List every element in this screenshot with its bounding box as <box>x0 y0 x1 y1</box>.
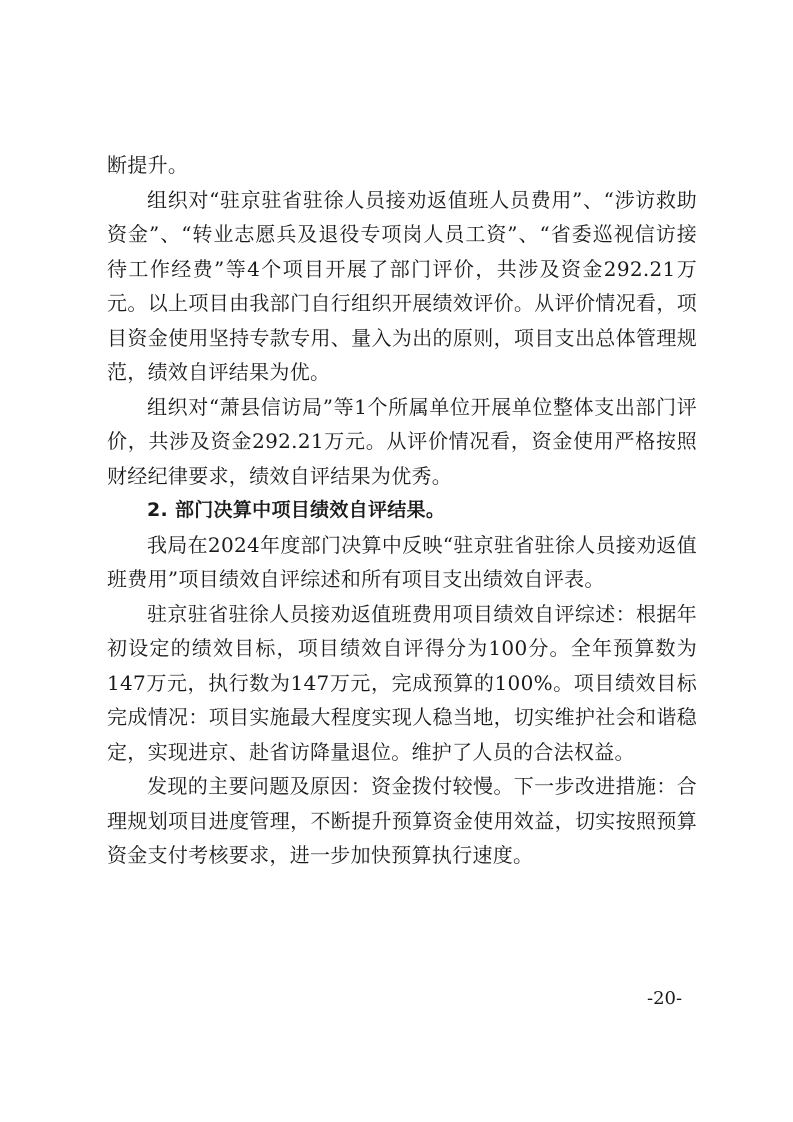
document-body <box>107 148 697 873</box>
section-heading: 2. 部门决算中项目绩效自评结果。 <box>147 499 446 521</box>
paragraph-problems-and-measures: 发现的主要问题及原因：资金拨付较慢。下一步改进措施：合理规划项目进度管理，不断提升预算资金使用效益，切实按照预算资金支付考核要求，进一步加快预算执行速度。 <box>107 774 697 867</box>
paragraph-self-evaluation-summary: 驻京驻省驻徐人员接劝返值班费用项目绩效自评综述：根据年初设定的绩效目标，项目绩效自评得分为100分。全年预算数为147万元，执行数为147万元，完成预算的100%。项目绩效目标完成情况：项目实施最大程度实现人稳当地，切实维护社会和谐稳定，实现进京、赴省访降量退位。维护了人员的合法权益。 <box>107 601 697 764</box>
paragraph-project-evaluation: 组织对“驻京驻省驻徐人员接劝返值班人员费用”、“涉访救助资金”、“转业志愿兵及退役专项岗人员工资”、“省委巡视信访接待工作经费”等4个项目开展了部门评价，共涉及资金292.21万元。以上项目由我部门自行组织开展绩效评价。从评价情况看，项目资金使用坚持专款专用、量入为出的原则，项目支出总体管理规范，绩效自评结果为优。 <box>107 187 697 384</box>
paragraph-unit-evaluation: 组织对“萧县信访局”等1个所属单位开展单位整体支出部门评价，共涉及资金292.21万元。从评价情况看，资金使用严格按照财经纪律要求，绩效自评结果为优秀。 <box>107 394 697 488</box>
page-number: -20- <box>647 988 683 1009</box>
paragraph-final-accounts: 我局在2024年度部门决算中反映“驻京驻省驻徐人员接劝返值班费用”项目绩效自评综述和所有项目支出绩效自评表。 <box>107 532 697 591</box>
paragraph-continuation: 断提升。 <box>107 153 189 177</box>
